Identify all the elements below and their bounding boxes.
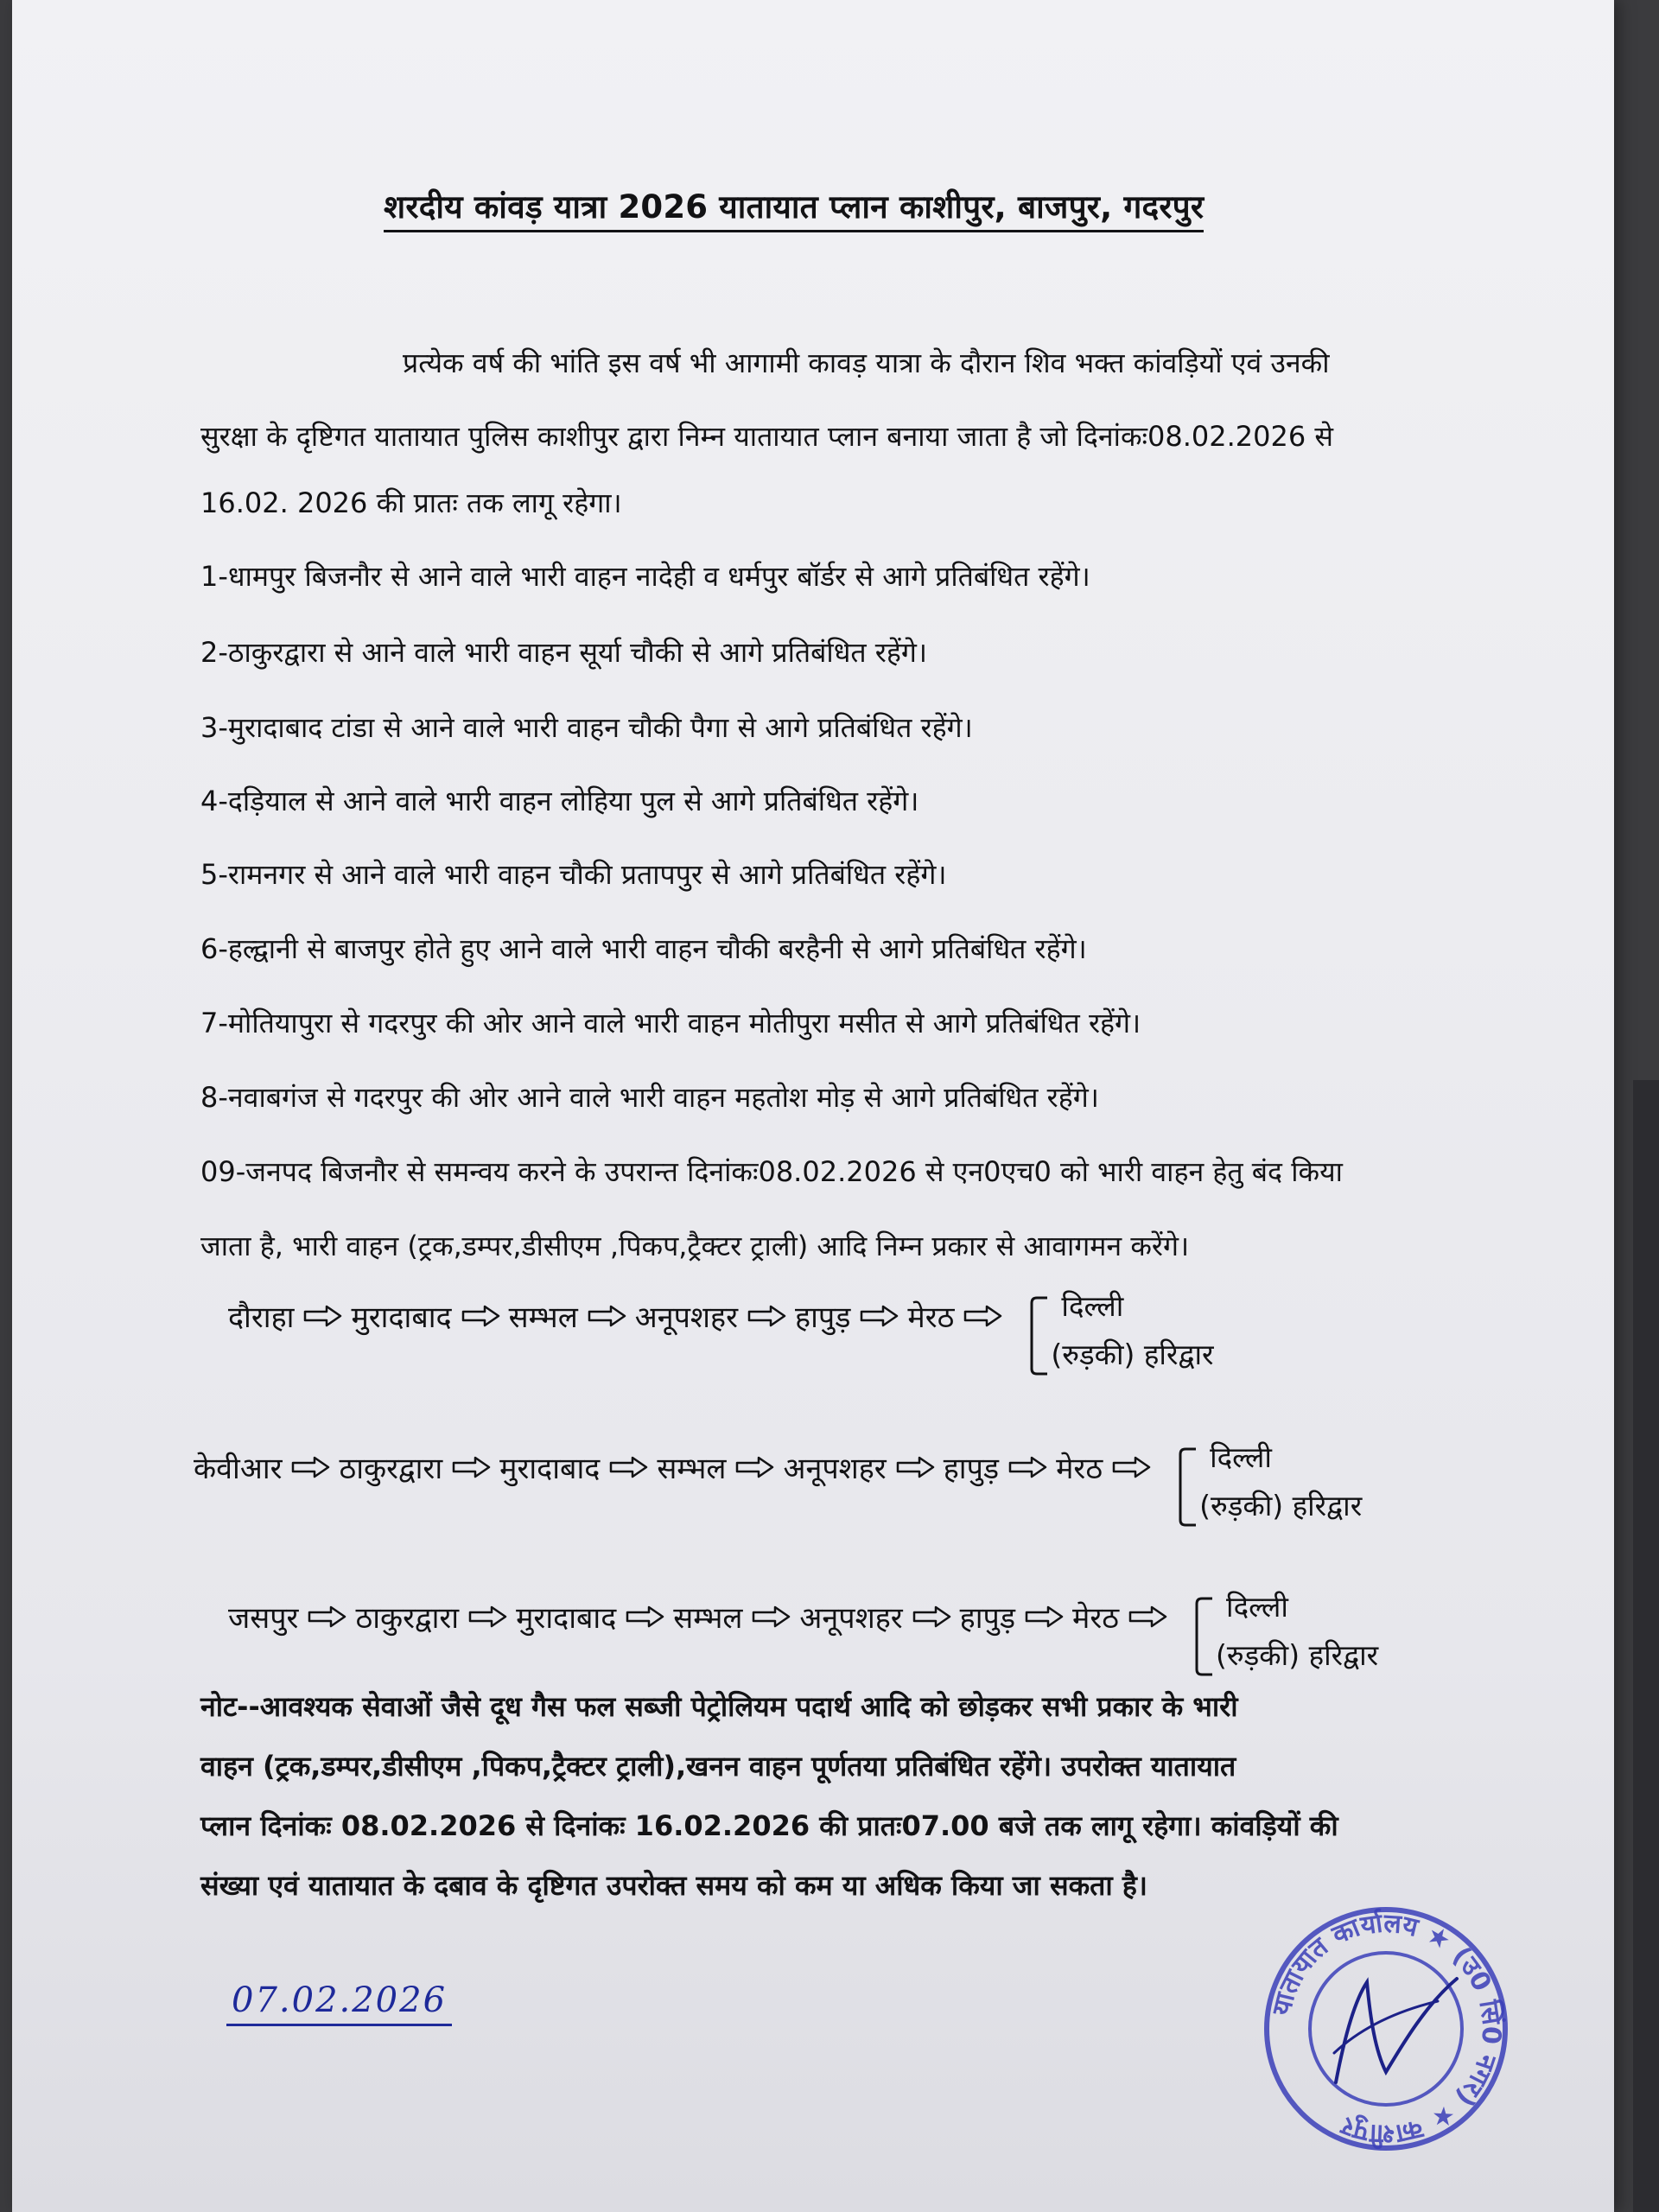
- route-row: [194, 1440, 1438, 1551]
- route-stop: ठाकुरद्वारा: [339, 1452, 443, 1486]
- point-7: 7-मोतियापुरा से गदरपुर की ओर आने वाले भारी वाहन मोतीपुरा मसीत से आगे प्रतिबंधित रहेंगे।: [200, 1007, 1141, 1039]
- right-arrow-icon: [302, 1305, 342, 1327]
- right-arrow-icon: [451, 1456, 491, 1478]
- route-stop: जसपुर: [228, 1601, 299, 1636]
- route-stop: मेरठ: [1056, 1452, 1103, 1486]
- route-stop: मुरादाबाद: [499, 1452, 601, 1486]
- right-arrow-icon: [290, 1456, 330, 1478]
- right-arrow-icon: [747, 1305, 786, 1327]
- intro-line-1: प्रत्येक वर्ष की भांति इस वर्ष भी आगामी कावड़ यात्रा के दौरान शिव भक्त कांवड़ियों एवं उनकी: [403, 346, 1330, 379]
- note-line-3: प्लान दिनांकः 08.02.2026 से दिनांकः 16.02.2026 की प्रातः07.00 बजे तक लागू रहेगा। कांवड़ियों की: [200, 1809, 1338, 1842]
- bracket-icon: [1027, 1294, 1051, 1381]
- right-arrow-icon: [963, 1305, 1002, 1327]
- right-arrow-icon: [625, 1605, 664, 1628]
- right-arrow-icon: [467, 1605, 507, 1628]
- right-arrow-icon: [587, 1305, 626, 1327]
- right-arrow-icon: [859, 1305, 899, 1327]
- route-stop: मेरठ: [1072, 1601, 1120, 1636]
- right-arrow-icon: [307, 1605, 346, 1628]
- svg-text:यातायात कार्यालय ★ (उ0 सिं0 नग: यातायात कार्यालय ★ (उ0 सिं0 नगर) ★ काशीपुर: [1266, 1908, 1507, 2150]
- route-stop: मुरादाबाद: [516, 1601, 617, 1636]
- right-arrow-icon: [751, 1605, 791, 1628]
- route-flow: [228, 1597, 1176, 1637]
- bracket-icon: [1192, 1595, 1216, 1681]
- route-row: [228, 1289, 1438, 1400]
- note-line-1: नोट--आवश्यक सेवाओं जैसे दूध गैस फल सब्जी पेट्रोलियम पदार्थ आदि को छोड़कर सभी प्रकार के भारी: [200, 1690, 1238, 1723]
- right-arrow-icon: [1024, 1605, 1064, 1628]
- route-flow: [194, 1447, 1160, 1487]
- route-destination-haridwar: (रुड़की) हरिद्वार: [1216, 1638, 1379, 1672]
- bracket-icon: [1175, 1446, 1199, 1532]
- point-4: 4-दड़ियाल से आने वाले भारी वाहन लोहिया पुल से आगे प्रतिबंधित रहेंगे।: [200, 785, 919, 817]
- route-destination-delhi: दिल्ली: [1210, 1440, 1272, 1474]
- right-arrow-icon: [912, 1605, 951, 1628]
- handwritten-date: 07.02.2026: [226, 1980, 452, 2026]
- route-stop: सम्भल: [657, 1452, 727, 1486]
- route-stop: अनूपशहर: [783, 1452, 887, 1486]
- route-stop: हापुड़: [959, 1601, 1016, 1636]
- route-stop: दौराहा: [228, 1300, 295, 1335]
- document-title: शरदीय कांवड़ यात्रा 2026 यातायात प्लान काशीपुर, बाजपुर, गदरपुर: [384, 183, 1204, 232]
- point-3: 3-मुरादाबाद टांडा से आने वाले भारी वाहन चौकी पैगा से आगे प्रतिबंधित रहेंगे।: [200, 711, 973, 744]
- note-line-2: वाहन (ट्रक,डम्पर,डीसीएम ,पिकप,ट्रैक्टर ट्राली),खनन वाहन पूर्णतया प्रतिबंधित रहेंगे। उपरोक्त यातायात: [200, 1750, 1236, 1783]
- route-stop: केवीआर: [194, 1452, 283, 1486]
- route-stop: मेरठ: [907, 1300, 955, 1335]
- route-stop: मुरादाबाद: [351, 1300, 452, 1335]
- document-page: [12, 0, 1614, 2212]
- right-arrow-icon: [734, 1456, 774, 1478]
- route-row: [228, 1590, 1438, 1700]
- point-9-line-2: जाता है, भारी वाहन (ट्रक,डम्पर,डीसीएम ,पिकप,ट्रैक्टर ट्राली) आदि निम्न प्रकार से आवागमन करेंगे।: [200, 1230, 1190, 1262]
- route-stop: सम्भल: [673, 1601, 743, 1636]
- route-stop: सम्भल: [508, 1300, 578, 1335]
- route-destination-haridwar: (रुड़की) हरिद्वार: [1051, 1338, 1214, 1371]
- route-flow: [228, 1296, 1011, 1336]
- background-edge: [1633, 1080, 1659, 2212]
- route-stop: अनूपशहर: [799, 1601, 903, 1636]
- right-arrow-icon: [895, 1456, 935, 1478]
- route-destination-delhi: दिल्ली: [1226, 1590, 1288, 1624]
- intro-line-3: 16.02. 2026 की प्रातः तक लागू रहेगा।: [200, 486, 622, 519]
- point-6: 6-हल्द्वानी से बाजपुर होते हुए आने वाले भारी वाहन चौकी बरहैनी से आगे प्रतिबंधित रहेंगे।: [200, 932, 1087, 965]
- point-9-line-1: 09-जनपद बिजनौर से समन्वय करने के उपरान्त दिनांकः08.02.2026 से एन0एच0 को भारी वाहन हेतु बंद किया: [200, 1155, 1343, 1188]
- office-seal-stamp: [1256, 1899, 1516, 2158]
- route-stop: अनूपशहर: [634, 1300, 739, 1335]
- point-5: 5-रामनगर से आने वाले भारी वाहन चौकी प्रतापपुर से आगे प्रतिबंधित रहेंगे।: [200, 858, 947, 891]
- note-line-4: संख्या एवं यातायात के दबाव के दृष्टिगत उपरोक्त समय को कम या अधिक किया जा सकता है।: [200, 1869, 1147, 1902]
- point-8: 8-नवाबगंज से गदरपुर की ओर आने वाले भारी वाहन महतोश मोड़ से आगे प्रतिबंधित रहेंगे।: [200, 1081, 1099, 1114]
- route-destination-delhi: दिल्ली: [1061, 1289, 1124, 1323]
- route-stop: हापुड़: [795, 1300, 851, 1335]
- right-arrow-icon: [608, 1456, 648, 1478]
- point-2: 2-ठाकुरद्वारा से आने वाले भारी वाहन सूर्या चौकी से आगे प्रतिबंधित रहेंगे।: [200, 636, 928, 669]
- route-stop: ठाकुरद्वारा: [355, 1601, 460, 1636]
- right-arrow-icon: [1128, 1605, 1167, 1628]
- point-1: 1-धामपुर बिजनौर से आने वाले भारी वाहन नादेही व धर्मपुर बॉर्डर से आगे प्रतिबंधित रहेंगे।: [200, 560, 1090, 593]
- right-arrow-icon: [461, 1305, 500, 1327]
- right-arrow-icon: [1007, 1456, 1047, 1478]
- right-arrow-icon: [1111, 1456, 1151, 1478]
- route-destination-haridwar: (रुड़की) हरिद्वार: [1199, 1489, 1363, 1522]
- route-stop: हापुड़: [943, 1452, 1000, 1486]
- intro-line-2: सुरक्षा के दृष्टिगत यातायात पुलिस काशीपुर द्वारा निम्न यातायात प्लान बनाया जाता है जो दिनांकः08.02.2026 से: [200, 420, 1334, 453]
